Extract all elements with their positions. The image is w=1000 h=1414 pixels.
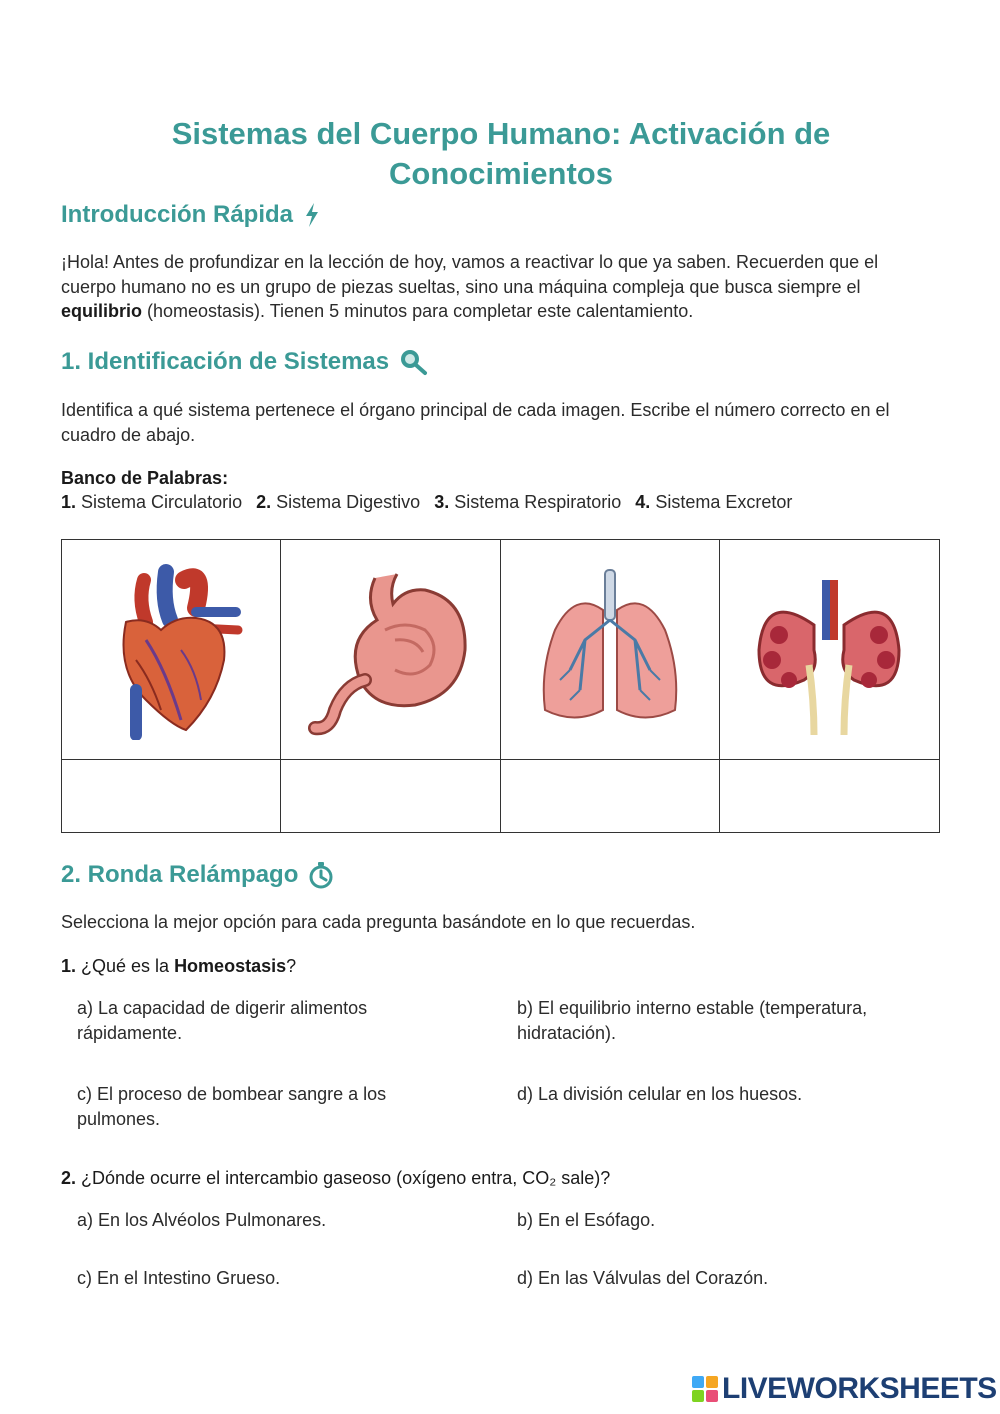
intro-heading-text: Introducción Rápida (61, 201, 294, 228)
intro-paragraph (61, 250, 921, 324)
wordbank-item: 3. Sistema Respiratorio (434, 492, 622, 512)
section2-heading-text: 2. Ronda Relámpago (61, 861, 299, 888)
magnifier-icon (399, 348, 429, 376)
wordbank-item: 2. Sistema Digestivo (256, 492, 421, 512)
stomach-image (305, 560, 475, 740)
intro-heading (61, 200, 321, 230)
section1-heading-text: 1. Identificación de Sistemas (61, 348, 390, 375)
wordbank-item: 4. Sistema Excretor (635, 492, 793, 512)
q1-option-d[interactable]: d) La división celular en los huesos. (517, 1084, 803, 1104)
brand-mark-icon (692, 1376, 718, 1402)
answer-box-kidneys[interactable] (720, 760, 939, 832)
liveworksheets-logo (692, 1372, 997, 1406)
wordbank-item: 1. Sistema Circulatorio (61, 492, 243, 512)
q1-option-a[interactable]: a) La capacidad de digerir alimentos rápidamente. (77, 998, 368, 1043)
identification-table (61, 539, 940, 833)
q1-option-b[interactable]: b) El equilibrio interno estable (temperatura, hidratación). (517, 998, 868, 1043)
q2-option-a[interactable]: a) En los Alvéolos Pulmonares. (77, 1210, 327, 1230)
page-title: Sistemas del Cuerpo Humano: Activación de Conocimientos (171, 116, 831, 191)
section1-heading (61, 347, 429, 377)
q2-option-d[interactable]: d) En las Válvulas del Corazón. (517, 1268, 769, 1288)
wordbank (61, 492, 792, 513)
answer-box-lungs[interactable] (501, 760, 720, 832)
answer-box-stomach[interactable] (281, 760, 500, 832)
section2-heading (61, 860, 334, 890)
answer-box-heart[interactable] (62, 760, 281, 832)
intro-text-1: ¡Hola! Antes de profundizar en la lección de hoy, vamos a reactivar lo que ya saben. Recuerden que el cuerpo humano no es un grupo de piezas sueltas, sino una máquina compleja que busca siempre el (61, 252, 879, 297)
brand-text: LIVEWORKSHEETS (722, 1372, 997, 1405)
kidneys-image-cell (720, 540, 939, 760)
q2-option-b[interactable]: b) En el Esófago. (517, 1210, 656, 1230)
q2-option-c[interactable]: c) En el Intestino Grueso. (77, 1268, 281, 1288)
heart-image-cell (62, 540, 281, 760)
wordbank-title: Banco de Palabras: (61, 468, 229, 488)
kidneys-image (744, 560, 914, 740)
section2-instructions: Selecciona la mejor opción para cada pregunta basándote en lo que recuerdas. (61, 912, 696, 932)
intro-text-2: (homeostasis). Tienen 5 minutos para completar este calentamiento. (142, 301, 694, 321)
q1-option-c[interactable]: c) El proceso de bombear sangre a los pulmones. (77, 1084, 387, 1129)
stomach-image-cell (281, 540, 500, 760)
question-1: 1. ¿Qué es la Homeostasis? (61, 956, 297, 976)
section1-instructions: Identifica a qué sistema pertenece el órgano principal de cada imagen. Escribe el número correcto en el cuadro de abajo. (61, 400, 890, 445)
heart-image (86, 560, 256, 740)
lungs-image (525, 560, 695, 740)
lightning-icon (303, 202, 321, 228)
lungs-image-cell (501, 540, 720, 760)
stopwatch-icon (308, 861, 334, 889)
question-2: 2. ¿Dónde ocurre el intercambio gaseoso (oxígeno entra, CO₂ sale)? (61, 1168, 611, 1188)
intro-bold: equilibrio (61, 301, 142, 321)
